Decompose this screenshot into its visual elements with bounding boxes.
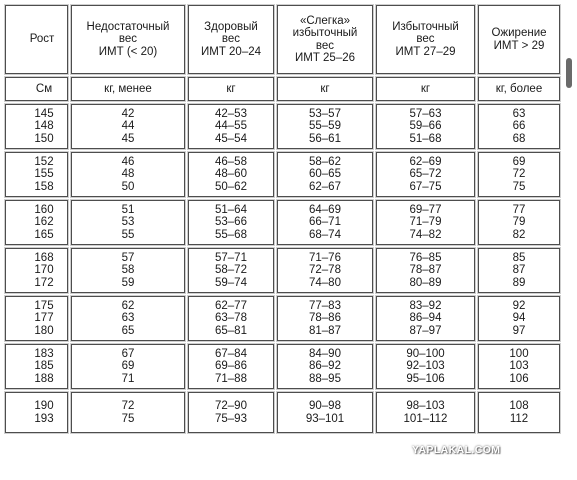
weight-cell: [71, 344, 185, 389]
table-value: 108: [509, 400, 529, 413]
column-header-line: ИМТ 20–24: [200, 45, 262, 58]
table-value: 50: [121, 180, 135, 193]
table-value: 75: [121, 412, 135, 425]
table-value: 59–74: [215, 276, 247, 289]
table-value: 74–82: [409, 228, 442, 241]
table-value: 67–84: [215, 347, 247, 360]
table-value: 150: [34, 132, 54, 145]
table-value: 69: [121, 360, 135, 373]
table-value: 88–95: [309, 372, 341, 385]
table-value: 65–72: [409, 168, 442, 181]
table-value: 92–103: [406, 360, 445, 373]
weight-cell: [188, 152, 274, 197]
unit-cell: кг, менее: [71, 77, 185, 101]
weight-cell: [188, 200, 274, 245]
weight-cell: [478, 104, 560, 149]
column-header-line: вес: [315, 39, 335, 52]
table-value: 180: [34, 324, 54, 337]
table-value: 66–71: [309, 216, 341, 229]
table-value: 79: [512, 216, 526, 229]
table-value: 145: [34, 107, 54, 120]
weight-cell: [478, 392, 560, 433]
table-value: 75–93: [215, 412, 247, 425]
table-value: 67–75: [409, 180, 442, 193]
table-value: 51: [121, 203, 135, 216]
table-value: 72: [121, 400, 135, 413]
weight-cell: [277, 296, 373, 341]
header-row: [5, 5, 560, 74]
table-value: 42: [121, 107, 135, 120]
column-header-line: ИМТ 27–29: [395, 45, 456, 58]
table-value: 57–63: [409, 107, 442, 120]
weight-cell: [188, 344, 274, 389]
watermark: YAPLAKAL.COM: [412, 444, 501, 456]
table-value: 45: [121, 132, 135, 145]
table-value: 155: [34, 168, 54, 181]
column-header-line: «Слегка»: [299, 14, 351, 27]
table-value: 85: [512, 251, 526, 264]
table-value: 58–72: [215, 264, 247, 277]
table-value: 162: [34, 216, 54, 229]
weight-cell: [71, 248, 185, 293]
table-value: 71–79: [409, 216, 442, 229]
scrollbar-thumb[interactable]: [566, 58, 572, 88]
weight-cell: [277, 152, 373, 197]
table-value: 92: [512, 299, 526, 312]
table-value: 69–77: [409, 203, 442, 216]
table-value: 51–68: [409, 132, 442, 145]
table-value: 165: [34, 228, 54, 241]
height-cell: [5, 200, 68, 245]
weight-cell: [71, 392, 185, 433]
table-value: 95–106: [406, 372, 445, 385]
table-value: 81–87: [309, 324, 341, 337]
weight-cell: [376, 152, 475, 197]
table-value: 67: [121, 347, 135, 360]
table-value: 63: [121, 312, 135, 325]
table-value: 148: [34, 120, 54, 133]
table-value: 48–60: [215, 168, 247, 181]
table-value: 44–55: [215, 120, 247, 133]
height-group-row: [5, 152, 560, 197]
table-value: 75: [512, 180, 526, 193]
weight-cell: [478, 344, 560, 389]
weight-cell: [376, 392, 475, 433]
table-value: 55–68: [215, 228, 247, 241]
weight-cell: [71, 104, 185, 149]
table-value: 58: [121, 264, 135, 277]
table-value: 60–65: [309, 168, 341, 181]
table-value: 50–62: [215, 180, 247, 193]
table-value: 100: [509, 347, 529, 360]
column-header-line: Ожирение: [491, 27, 547, 40]
table-value: 183: [34, 347, 54, 360]
table-value: 74–80: [309, 276, 341, 289]
table-value: 59: [121, 276, 135, 289]
weight-cell: [376, 248, 475, 293]
column-header-line: Избыточный: [392, 20, 459, 33]
table-value: 77–83: [309, 299, 341, 312]
weight-cell: [277, 248, 373, 293]
column-header-line: Здоровый: [204, 20, 258, 33]
table-value: 97: [512, 324, 526, 337]
table-value: 71–88: [215, 372, 247, 385]
weight-cell: [277, 200, 373, 245]
weight-cell: [188, 296, 274, 341]
table-value: 56–61: [309, 132, 341, 145]
table-value: 80–89: [409, 276, 442, 289]
weight-cell: [188, 104, 274, 149]
table-value: 62–77: [215, 299, 247, 312]
table-value: 58–62: [309, 155, 341, 168]
table-value: 72–90: [215, 400, 247, 413]
column-header-line: вес: [118, 33, 138, 46]
weight-cell: [71, 152, 185, 197]
table-value: 168: [34, 251, 54, 264]
table-value: 45–54: [215, 132, 247, 145]
table-value: 46–58: [215, 155, 247, 168]
weight-cell: [376, 344, 475, 389]
weight-cell: [277, 392, 373, 433]
table-value: 98–103: [406, 400, 445, 413]
unit-cell: кг, более: [478, 77, 560, 101]
height-cell: [5, 392, 68, 433]
table-value: 55–59: [309, 120, 341, 133]
weight-cell: [376, 296, 475, 341]
table-value: 78–87: [409, 264, 442, 277]
table-value: 51–64: [215, 203, 247, 216]
height-group-row: [5, 344, 560, 389]
column-header: [478, 5, 560, 74]
table-value: 170: [34, 264, 54, 277]
table-value: 53–66: [215, 216, 247, 229]
table-value: 86–94: [409, 312, 442, 325]
table-value: 69: [512, 155, 526, 168]
table-value: 77: [512, 203, 526, 216]
column-header: [188, 5, 274, 74]
column-header: [5, 5, 68, 74]
table-value: 101–112: [403, 412, 448, 425]
column-header-line: ИМТ > 29: [493, 39, 545, 52]
table-value: 84–90: [309, 347, 341, 360]
table-value: 62–67: [309, 180, 341, 193]
column-header-line: вес: [221, 33, 241, 46]
table-value: 78–86: [309, 312, 341, 325]
table-value: 65–81: [215, 324, 247, 337]
table-value: 82: [512, 228, 526, 241]
table-value: 65: [121, 324, 135, 337]
column-header-line: вес: [416, 33, 435, 46]
table-value: 193: [34, 412, 54, 425]
table-value: 90–98: [309, 400, 341, 413]
table-value: 106: [509, 372, 529, 385]
height-cell: [5, 248, 68, 293]
table-value: 190: [34, 400, 54, 413]
table-value: 175: [34, 299, 54, 312]
table-value: 62: [121, 299, 135, 312]
weight-cell: [376, 200, 475, 245]
table-value: 72: [512, 168, 526, 181]
table-value: 172: [34, 276, 54, 289]
weight-cell: [188, 392, 274, 433]
height-group-row: [5, 104, 560, 149]
table-value: 83–92: [409, 299, 442, 312]
unit-cell: См: [5, 77, 68, 101]
table-value: 68–74: [309, 228, 341, 241]
table-value: 185: [34, 360, 54, 373]
weight-cell: [376, 104, 475, 149]
table-value: 94: [512, 312, 526, 325]
table-value: 158: [34, 180, 54, 193]
table-value: 63–78: [215, 312, 247, 325]
weight-cell: [478, 200, 560, 245]
weight-cell: [478, 152, 560, 197]
table-value: 42–53: [215, 107, 247, 120]
table-value: 71: [121, 372, 135, 385]
table-value: 57–71: [215, 251, 247, 264]
table-value: 63: [512, 107, 526, 120]
column-header-line: ИМТ 25–26: [294, 51, 356, 64]
height-cell: [5, 296, 68, 341]
table-value: 46: [121, 155, 135, 168]
table-value: 86–92: [309, 360, 341, 373]
table-value: 44: [121, 120, 135, 133]
weight-cell: [277, 344, 373, 389]
weight-cell: [71, 200, 185, 245]
units-row: [5, 77, 560, 101]
weight-cell: [277, 104, 373, 149]
table-value: 160: [34, 203, 54, 216]
table-value: 87–97: [409, 324, 442, 337]
height-cell: [5, 104, 68, 149]
table-value: 69–86: [215, 360, 247, 373]
unit-cell: кг: [277, 77, 373, 101]
table-value: 48: [121, 168, 135, 181]
weight-cell: [478, 248, 560, 293]
column-header-line: Рост: [29, 33, 55, 46]
unit-cell: кг: [376, 77, 475, 101]
weight-cell: [478, 296, 560, 341]
table-value: 152: [34, 155, 54, 168]
weight-cell: [71, 296, 185, 341]
column-header: [71, 5, 185, 74]
table-value: 90–100: [406, 347, 445, 360]
table-value: 59–66: [409, 120, 442, 133]
table-value: 62–69: [409, 155, 442, 168]
weight-cell: [188, 248, 274, 293]
table-value: 87: [512, 264, 526, 277]
column-header-line: избыточный: [292, 27, 358, 40]
table-value: 57: [121, 251, 135, 264]
table-value: 55: [121, 228, 135, 241]
table-value: 53–57: [309, 107, 341, 120]
table-value: 188: [34, 372, 54, 385]
height-group-row: [5, 392, 560, 433]
table-value: 64–69: [309, 203, 341, 216]
unit-cell: кг: [188, 77, 274, 101]
table-value: 112: [509, 412, 529, 425]
bmi-weight-table: [2, 2, 563, 436]
column-header-line: Недостаточный: [86, 20, 170, 33]
table-value: 89: [512, 276, 526, 289]
height-group-row: [5, 296, 560, 341]
table-value: 103: [509, 360, 529, 373]
table-value: 177: [34, 312, 54, 325]
table-value: 76–85: [409, 251, 442, 264]
table-value: 53: [121, 216, 135, 229]
height-group-row: [5, 248, 560, 293]
column-header-line: ИМТ (< 20): [98, 45, 158, 58]
height-cell: [5, 152, 68, 197]
table-value: 71–76: [309, 251, 341, 264]
table-value: 93–101: [305, 412, 345, 425]
column-header: [277, 5, 373, 74]
height-cell: [5, 344, 68, 389]
height-group-row: [5, 200, 560, 245]
table-value: 66: [512, 120, 526, 133]
table-value: 72–78: [309, 264, 341, 277]
column-header: [376, 5, 475, 74]
table-value: 68: [512, 132, 526, 145]
